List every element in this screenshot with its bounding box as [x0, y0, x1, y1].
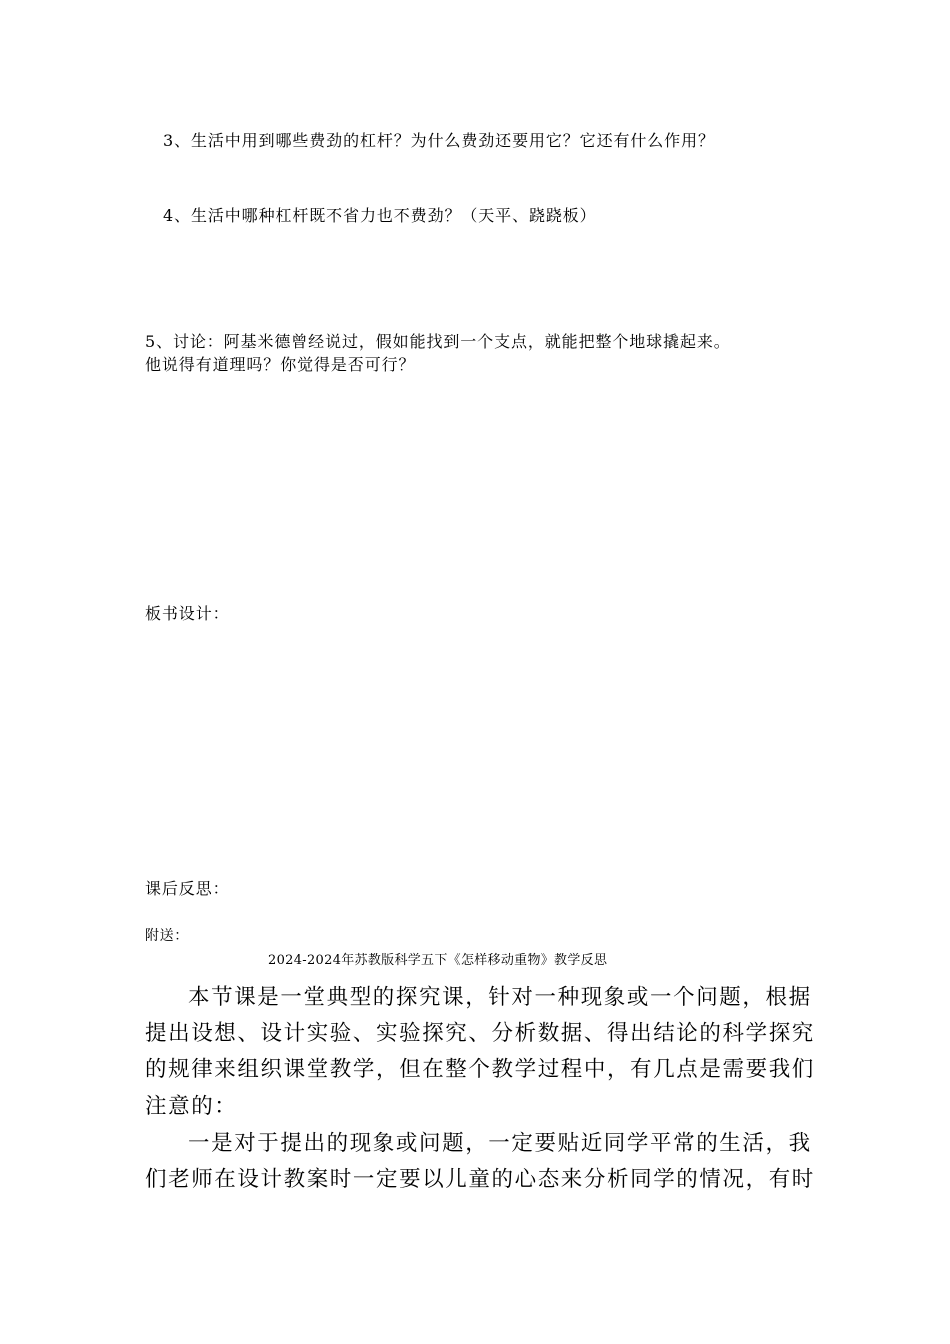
- paragraph-line: 注意的：: [145, 1094, 238, 1119]
- paragraph-line: 提出设想、设计实验、实验探究、分析数据、得出结论的科学探究: [145, 1021, 815, 1046]
- question-4: 4、生活中哪种杠杆既不省力也不费劲？（天平、跷跷板）: [163, 206, 597, 225]
- reflection-heading: 课后反思：: [145, 879, 230, 898]
- question-3: 3、生活中用到哪些费劲的杠杆？为什么费劲还要用它？它还有什么作用？: [163, 131, 715, 150]
- board-design-heading: 板书设计：: [145, 604, 230, 623]
- paragraph-line: 一是对于提出的现象或问题，一定要贴近同学平常的生活，我: [188, 1131, 812, 1156]
- paragraph-line: 的规律来组织课堂教学，但在整个教学过程中，有几点是需要我们: [145, 1057, 815, 1082]
- paragraph-line: 本节课是一堂典型的探究课，针对一种现象或一个问题，根据: [188, 985, 812, 1010]
- paragraph-line: 们老师在设计教案时一定要以儿童的心态来分析同学的情况，有时: [145, 1167, 815, 1192]
- appendix-title: 2024-2024年苏教版科学五下《怎样移动重物》教学反思: [268, 953, 608, 968]
- question-5-line-1: 5、讨论：阿基米德曾经说过，假如能找到一个支点，就能把整个地球撬起来。: [145, 332, 731, 351]
- appendix-label: 附送：: [145, 928, 189, 944]
- question-5-line-2: 他说得有道理吗？你觉得是否可行？: [145, 355, 416, 374]
